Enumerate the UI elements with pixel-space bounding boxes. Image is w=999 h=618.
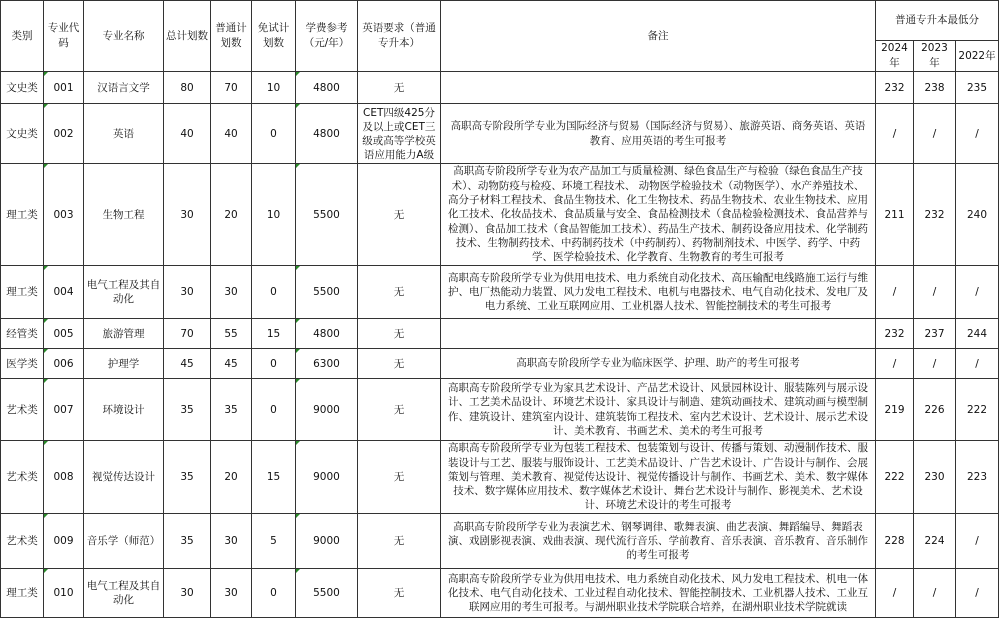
cell-code: 010 [44, 569, 84, 618]
cell-total: 30 [164, 164, 211, 266]
cell-name: 电气工程及其自动化 [84, 266, 164, 319]
cell-regular: 20 [211, 164, 252, 266]
cell-exempt: 15 [252, 319, 296, 349]
table-row [1, 319, 999, 349]
cell-remark: 高职高专阶段所学专业为国际经济与贸易（国际经济与贸易）、旅游英语、商务英语、英语教育、应用英语的考生可报考 [441, 104, 876, 164]
cell-score-2024: 219 [876, 379, 914, 441]
cell-remark: 高职高专阶段所学专业为供用电技术、电力系统自动化技术、高压输配电线路施工运行与维护、电厂热能动力装置、风力发电工程技术、电机与电器技术、电气自动化技术、发电厂及电力系统、工业互联网应用、工业机器人技术、智能控制技术的考生可报考 [441, 266, 876, 319]
cell-score-2023: / [914, 266, 956, 319]
cell-name: 英语 [84, 104, 164, 164]
cell-tuition: 5500 [296, 569, 358, 618]
table-row [1, 349, 999, 379]
cell-exempt: 10 [252, 72, 296, 104]
cell-regular: 35 [211, 379, 252, 441]
header-remark: 备注 [441, 1, 876, 72]
cell-exempt: 0 [252, 569, 296, 618]
cell-remark: 高职高专阶段所学专业为包装工程技术、包装策划与设计、传播与策划、动漫制作技术、服装设计与工艺、服装与服饰设计、工艺美术品设计、广告艺术设计、广告设计与制作、会展策划与管理、美术教育、视觉传达设计、视觉传播设计与制作、书画艺术、美术、数字媒体技术、数字媒体应用技术、数字媒体艺术设计、舞台艺术设计与制作、影视美术、艺术设计、环境艺术设计的考生可报考 [441, 441, 876, 514]
cell-code: 005 [44, 319, 84, 349]
cell-category: 理工类 [1, 266, 44, 319]
cell-total: 35 [164, 379, 211, 441]
cell-score-2023: / [914, 569, 956, 618]
cell-score-2023: 230 [914, 441, 956, 514]
cell-category: 理工类 [1, 569, 44, 618]
cell-tuition: 9000 [296, 514, 358, 569]
cell-code: 007 [44, 379, 84, 441]
cell-english: 无 [358, 349, 441, 379]
cell-regular: 30 [211, 266, 252, 319]
cell-english: 无 [358, 379, 441, 441]
cell-regular: 45 [211, 349, 252, 379]
cell-score-2024: 228 [876, 514, 914, 569]
cell-code: 004 [44, 266, 84, 319]
header-year-2022: 2022年 [956, 41, 999, 72]
cell-total: 70 [164, 319, 211, 349]
cell-exempt: 10 [252, 164, 296, 266]
cell-total: 30 [164, 266, 211, 319]
cell-exempt: 0 [252, 104, 296, 164]
cell-score-2023: 238 [914, 72, 956, 104]
cell-exempt: 0 [252, 349, 296, 379]
cell-remark [441, 319, 876, 349]
cell-total: 80 [164, 72, 211, 104]
cell-score-2024: / [876, 104, 914, 164]
cell-remark: 高职高专阶段所学专业为临床医学、护理、助产的考生可报考 [441, 349, 876, 379]
table-row [1, 266, 999, 319]
cell-category: 经管类 [1, 319, 44, 349]
cell-category: 理工类 [1, 164, 44, 266]
header-regular: 普通计划数 [211, 1, 252, 72]
cell-name: 汉语言文学 [84, 72, 164, 104]
cell-score-2022: / [956, 266, 999, 319]
cell-code: 009 [44, 514, 84, 569]
cell-score-2023: / [914, 349, 956, 379]
cell-score-2022: 222 [956, 379, 999, 441]
cell-english: 无 [358, 569, 441, 618]
cell-english: 无 [358, 319, 441, 349]
cell-code: 002 [44, 104, 84, 164]
cell-exempt: 15 [252, 441, 296, 514]
cell-name: 生物工程 [84, 164, 164, 266]
cell-category: 艺术类 [1, 514, 44, 569]
cell-score-2022: 240 [956, 164, 999, 266]
cell-category: 文史类 [1, 104, 44, 164]
cell-score-2023: / [914, 104, 956, 164]
cell-english: 无 [358, 441, 441, 514]
cell-category: 艺术类 [1, 379, 44, 441]
cell-score-2023: 224 [914, 514, 956, 569]
cell-code: 003 [44, 164, 84, 266]
cell-score-2024: 222 [876, 441, 914, 514]
cell-category: 艺术类 [1, 441, 44, 514]
cell-category: 医学类 [1, 349, 44, 379]
cell-score-2022: 235 [956, 72, 999, 104]
cell-exempt: 5 [252, 514, 296, 569]
cell-total: 30 [164, 569, 211, 618]
cell-score-2023: 226 [914, 379, 956, 441]
cell-tuition: 5500 [296, 266, 358, 319]
cell-english: 无 [358, 164, 441, 266]
cell-english: 无 [358, 72, 441, 104]
cell-name: 旅游管理 [84, 319, 164, 349]
header-exempt: 免试计划数 [252, 1, 296, 72]
cell-exempt: 0 [252, 266, 296, 319]
cell-remark [441, 72, 876, 104]
cell-score-2022: / [956, 104, 999, 164]
cell-score-2024: 232 [876, 72, 914, 104]
cell-score-2022: 244 [956, 319, 999, 349]
table-row [1, 441, 999, 514]
cell-score-2024: 232 [876, 319, 914, 349]
header-year-2023: 2023年 [914, 41, 956, 72]
cell-regular: 30 [211, 569, 252, 618]
cell-total: 35 [164, 514, 211, 569]
cell-english: 无 [358, 514, 441, 569]
cell-regular: 70 [211, 72, 252, 104]
table-row [1, 514, 999, 569]
cell-score-2022: 223 [956, 441, 999, 514]
header-tuition: 学费参考（元/年） [296, 1, 358, 72]
cell-total: 40 [164, 104, 211, 164]
cell-tuition: 9000 [296, 379, 358, 441]
header-total: 总计划数 [164, 1, 211, 72]
cell-exempt: 0 [252, 379, 296, 441]
cell-remark: 高职高专阶段所学专业为农产品加工与质量检测、绿色食品生产与检验（绿色食品生产技术）、动物防疫与检疫、环境工程技术、 动物医学检验技术（动物医学）、水产养殖技术、高分子材料工程技术、食品生物技术、化工生物技术、药品生物技术、农业生物技术、应用化工技术、化妆品技术、食品质量与安全、食品检测技术（食品检验检测技术、食品营养与检测）、食品加工技术（食品智能加工技术）、药品生产技术、制药设备应用技术、化学制药技术、生物制药技术、中药制药技术（中药制药）、药物制剂技术、中医学、药学、中药学、医学检验技术、化学教育、生物教育的考生可报考 [441, 164, 876, 266]
table-row [1, 104, 999, 164]
cell-score-2022: / [956, 569, 999, 618]
cell-remark: 高职高专阶段所学专业为家具艺术设计、产品艺术设计、风景园林设计、服装陈列与展示设计、工艺美术品设计、环境艺术设计、家具设计与制造、建筑动画技术、建筑动画与模型制作、建筑设计、建筑室内设计、建筑装饰工程技术、室内艺术设计、艺术设计、展示艺术设计、美术教育、书画艺术、美术的考生可报考 [441, 379, 876, 441]
cell-score-2024: / [876, 266, 914, 319]
cell-code: 006 [44, 349, 84, 379]
table-row [1, 569, 999, 618]
cell-name: 护理学 [84, 349, 164, 379]
header-english: 英语要求（普通专升本） [358, 1, 441, 72]
cell-tuition: 9000 [296, 441, 358, 514]
cell-name: 电气工程及其自动化 [84, 569, 164, 618]
cell-score-2022: / [956, 349, 999, 379]
cell-code: 008 [44, 441, 84, 514]
cell-total: 45 [164, 349, 211, 379]
header-category: 类别 [1, 1, 44, 72]
cell-english: CET四级425分及以上或CET三级或高等学校英语应用能力A级 [358, 104, 441, 164]
cell-tuition: 4800 [296, 72, 358, 104]
cell-total: 35 [164, 441, 211, 514]
cell-category: 文史类 [1, 72, 44, 104]
table-row [1, 379, 999, 441]
cell-name: 音乐学（师范） [84, 514, 164, 569]
cell-score-2023: 237 [914, 319, 956, 349]
cell-tuition: 4800 [296, 319, 358, 349]
header-year-2024: 2024年 [876, 41, 914, 72]
cell-score-2024: / [876, 569, 914, 618]
header-min-score: 普通专升本最低分 [876, 1, 999, 41]
header-name: 专业名称 [84, 1, 164, 72]
table-row [1, 164, 999, 266]
cell-regular: 30 [211, 514, 252, 569]
cell-tuition: 5500 [296, 164, 358, 266]
cell-regular: 40 [211, 104, 252, 164]
cell-remark: 高职高专阶段所学专业为表演艺术、钢琴调律、歌舞表演、曲艺表演、舞蹈编导、舞蹈表演、戏剧影视表演、戏曲表演、现代流行音乐、学前教育、音乐表演、音乐教育、音乐制作的考生可报考 [441, 514, 876, 569]
cell-remark: 高职高专阶段所学专业为供用电技术、电力系统自动化技术、风力发电工程技术、机电一体化技术、电气自动化技术、工业过程自动化技术、智能控制技术、工业机器人技术、工业互联网应用的考生可报考。与湖州职业技术学院联合培养，在湖州职业技术学院就读 [441, 569, 876, 618]
table-row [1, 72, 999, 104]
cell-tuition: 4800 [296, 104, 358, 164]
cell-score-2024: 211 [876, 164, 914, 266]
cell-score-2024: / [876, 349, 914, 379]
cell-score-2023: 232 [914, 164, 956, 266]
cell-english: 无 [358, 266, 441, 319]
cell-name: 环境设计 [84, 379, 164, 441]
cell-name: 视觉传达设计 [84, 441, 164, 514]
cell-regular: 20 [211, 441, 252, 514]
header-code: 专业代码 [44, 1, 84, 72]
cell-code: 001 [44, 72, 84, 104]
cell-tuition: 6300 [296, 349, 358, 379]
cell-score-2022: / [956, 514, 999, 569]
cell-regular: 55 [211, 319, 252, 349]
